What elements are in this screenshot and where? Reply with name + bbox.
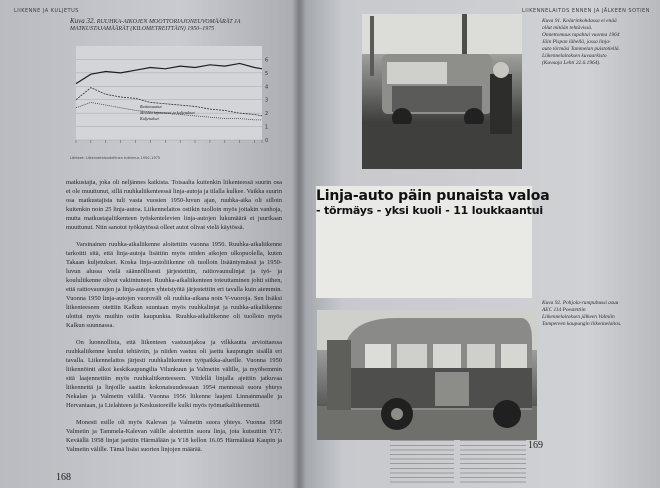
clipping-headline-main: Linja-auto päin punaista valoa: [316, 188, 550, 204]
y-tick-label: 0: [265, 138, 269, 144]
photo-old-bus: [317, 310, 537, 440]
page-number-left: 168: [56, 472, 71, 483]
legend-entry: Raitiovaunut: [140, 104, 162, 109]
y-tick-label: 1: [265, 124, 269, 131]
y-tick-label: 3: [265, 97, 269, 104]
chart-caption-number: Kuva 32.: [70, 17, 96, 25]
chart-figure: [70, 18, 280, 160]
page-number-right: 169: [528, 440, 543, 451]
book-gutter: [292, 0, 306, 488]
chart-caption: [70, 18, 275, 33]
paragraph: Varsinainen ruuhka-aikaliikenne aloitettiin vuonna 1950. Ruuhka-aikaliikenne tarkoitti sitä, että linja-autoja lisättiin myös niiden aikojen ulkopuolella, kuten Takaan kuljetukset. Koska linja-autoliikenne oli tuolloin lisääntymässä ja 1950-luvun alussa vielä säännöllisesti järjestettiin, raitiovaunulinjat ja työ- ja koululiikenne olivat vakiintuneet. Ruuhka-aikaliikenteen toteuttaminen johti siihen, että raitiovaunujen ja linja-autojen yhteistyötä järjestettiin eri tavalla kuin aiemmin. Vuonna 1950 linja-autojen vuoroväli oli ruuhka-aikana noin V-vuoroja. Sen lisäksi liikenteeseen otettiin Kalkun suuntaan myös ruuhkalinjat ja ruuhka-aikaliikenne ulottui myös muihin osiin kaupunkia. Ruuhka-aikaliikenne oli tuolloin myös Kalkun suunnassa.: [66, 241, 282, 329]
paragraph: Monesti esille oli myös Kalevan ja Valmetin suora yhteys. Vuonna 1958 Valmetin ja Tammela-Kalevan välille aloitettiin suora linja, jota kutsuttiin Y17. Keväällä 1958 linjat jaettiin Härmälään ja Y18 kellon 16.05 Härmälästä Kaupin ja Valmetin välille. Tämä lisäsi suorien linjojen määrää.: [66, 419, 282, 453]
y-tick-label: 4: [265, 84, 269, 91]
legend-entry: Moottoriajoneuvot ja kuljetukset: [140, 110, 195, 115]
running-head-left: LIIKENNE JA KULJETUS: [14, 8, 79, 14]
running-head-right: LIIKENNELAITOS ENNEN JA JÄLKEEN SOTIEN: [522, 8, 650, 14]
clipping-headline: [316, 188, 549, 218]
body-text-left: [66, 178, 282, 478]
left-page: [0, 0, 300, 488]
caption-photo-bus: Kuva 92. Pohjola-rumpubussi asuu AEC 114 Poestettiin Liikennelaitoksen jälkeen Valmiin Tampereen kaupungin liikennelaitos.: [542, 300, 622, 327]
legend-entry: Kuljetukset: [140, 116, 159, 121]
plot-area: [76, 46, 262, 140]
paragraph: matkustajia, joka oli neljännes kaikista. Toisaalta kuitenkin liikenteessä suurin osa ei ole muuttunut, sillä ruuhkaliikenteessä linja-autoja ja tilalla kulkee. Vaikka suurin osa matkustajista tuli vasta vuosien 1950-luvun ajan, ruuhka-aika oli silloin kuitenkin noin 25 linja-autoa. Liikennelaitos ostikin tuolloin myös joitakin vanhoja, mutta matkustajaliikenteen työskentelevien linja-autojen lukumäärä ei juurikaan muuttunut. Niin sanotut työkäytössä olleet autot olivat vielä käytössä.: [66, 179, 282, 231]
caption-photo-top: Kuva 91. Kolarinkohdassa ei enää ollut mitään tehtävissä. Onnettomuus tapahtui vuonna 1964 Jäin Pispan lähellä, jossa linja-auto törmäsi Tammelan puistotiellä. Liikennelaitoksen kuvaarkisto (Kuvaaja Lehti 22.6.1964).: [542, 18, 620, 66]
line-chart: [70, 42, 280, 154]
chart-caption-text: RUUHKA-AIKOJEN MOOTTORIAJONEUVOMÄÄRÄT JA MATKUSTAJAMÄÄRÄT (KILOMETREITTÄIN) 1950–1975: [70, 19, 241, 32]
clipping-headline-sub: - törmäys - yksi kuoli - 11 loukkaantui: [316, 204, 543, 217]
y-tick-label: 6: [265, 57, 269, 64]
paragraph: On luonnollista, että liikenteen vastuunjakoa ja vilkkautta arvioitaessa ruuhkaliikenne kuului tehtäviin, ja niiden vastuu oli jaettu kaupungin sisällä eri tavalla. Liikennelaitos järjesti ruuhkaliikenteen työpaikka-alueille. Vuonna 1950 liikennöinti alkoi keskikaupungilta Vilunkuun ja Valmetin välille, ja myöhemmin sitä laajennettiin myös ruuhkaliikenteeseen. Viidellä linjalla ajettiin jatkuvaa liikennettä ja linjoille saatiin kokonaisuudessaan 1954 mennessä suora yhteys Nekalan ja Valmetin välillä. Vuonna 1956 liikenne laajeni Linnainmaalle ja Hervantaan, ja Lielahteen ja Keskustoreille kulki myös työmatkaliikennettä.: [66, 339, 282, 409]
photo-crashed-bus: [362, 14, 522, 169]
y-tick-label: 2: [265, 111, 269, 118]
y-tick-label: 5: [265, 70, 269, 77]
chart-source: Lähteet: Liikennetaloudellinen tutkimus 1950–1975: [70, 156, 161, 160]
photo-old-bus-image: [317, 310, 537, 440]
photo-crashed-bus-image: [362, 14, 522, 169]
